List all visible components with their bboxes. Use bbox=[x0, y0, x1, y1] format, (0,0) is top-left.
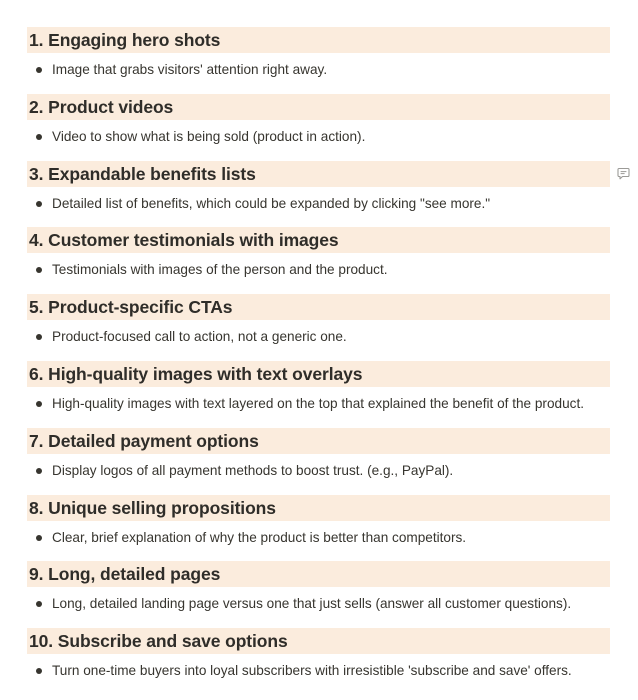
bullet-dot-icon bbox=[36, 267, 42, 273]
bullet-dot-icon bbox=[36, 601, 42, 607]
bullet-dot-icon bbox=[36, 401, 42, 407]
bullet-item bbox=[36, 260, 626, 280]
bullet-item bbox=[36, 327, 626, 347]
section-2 bbox=[0, 94, 638, 161]
bullet-dot-icon bbox=[36, 67, 42, 73]
comment-icon[interactable] bbox=[617, 167, 630, 180]
section-heading: 10. Subscribe and save options bbox=[27, 628, 610, 654]
section-heading: 4. Customer testimonials with images bbox=[27, 227, 610, 253]
section-heading: 1. Engaging hero shots bbox=[27, 27, 610, 53]
section-heading: 8. Unique selling propositions bbox=[27, 495, 610, 521]
section-heading: 6. High-quality images with text overlays bbox=[27, 361, 610, 387]
section-heading: 7. Detailed payment options bbox=[27, 428, 610, 454]
section-4 bbox=[0, 227, 638, 294]
section-heading: 3. Expandable benefits lists bbox=[27, 161, 610, 187]
bullet-item bbox=[36, 461, 626, 481]
section-9 bbox=[0, 561, 638, 628]
bullet-item bbox=[36, 661, 626, 681]
section-10 bbox=[0, 628, 638, 695]
bullet-item bbox=[36, 394, 626, 414]
bullet-dot-icon bbox=[36, 334, 42, 340]
bullet-text: Long, detailed landing page versus one that just sells (answer all customer questions). bbox=[52, 596, 572, 612]
bullet-text: Image that grabs visitors' attention right away. bbox=[52, 62, 328, 77]
bullet-item bbox=[36, 194, 626, 214]
bullet-text: Clear, brief explanation of why the product is better than competitors. bbox=[52, 529, 467, 545]
bullet-text: Turn one-time buyers into loyal subscribers with irresistible 'subscribe and save' offers. bbox=[52, 663, 572, 679]
bullet-dot-icon bbox=[36, 134, 42, 140]
section-heading: 5. Product-specific CTAs bbox=[27, 294, 610, 320]
bullet-text: Detailed list of benefits, which could be expanded by clicking "see more." bbox=[52, 195, 491, 211]
bullet-text: Video to show what is being sold (product in action). bbox=[52, 128, 366, 144]
bullet-dot-icon bbox=[36, 668, 42, 674]
section-heading: 2. Product videos bbox=[27, 94, 610, 120]
bullet-item bbox=[36, 127, 626, 147]
bullet-text: High-quality images with text layered on the top that explained the benefit of the product. bbox=[52, 395, 584, 411]
section-7 bbox=[0, 428, 638, 495]
bullet-item bbox=[36, 528, 626, 548]
bullet-text: Display logos of all payment methods to boost trust. (e.g., PayPal). bbox=[52, 462, 454, 478]
bullet-item bbox=[36, 594, 626, 614]
section-8 bbox=[0, 495, 638, 562]
document bbox=[0, 27, 638, 695]
section-1 bbox=[0, 27, 638, 94]
bullet-text: Product-focused call to action, not a generic one. bbox=[52, 329, 347, 345]
section-6 bbox=[0, 361, 638, 428]
section-heading: 9. Long, detailed pages bbox=[27, 561, 610, 587]
bullet-text: Testimonials with images of the person and the product. bbox=[52, 262, 388, 278]
bullet-dot-icon bbox=[36, 535, 42, 541]
section-3 bbox=[0, 161, 638, 228]
bullet-dot-icon bbox=[36, 468, 42, 474]
bullet-item bbox=[36, 60, 626, 80]
section-5 bbox=[0, 294, 638, 361]
bullet-dot-icon bbox=[36, 201, 42, 207]
